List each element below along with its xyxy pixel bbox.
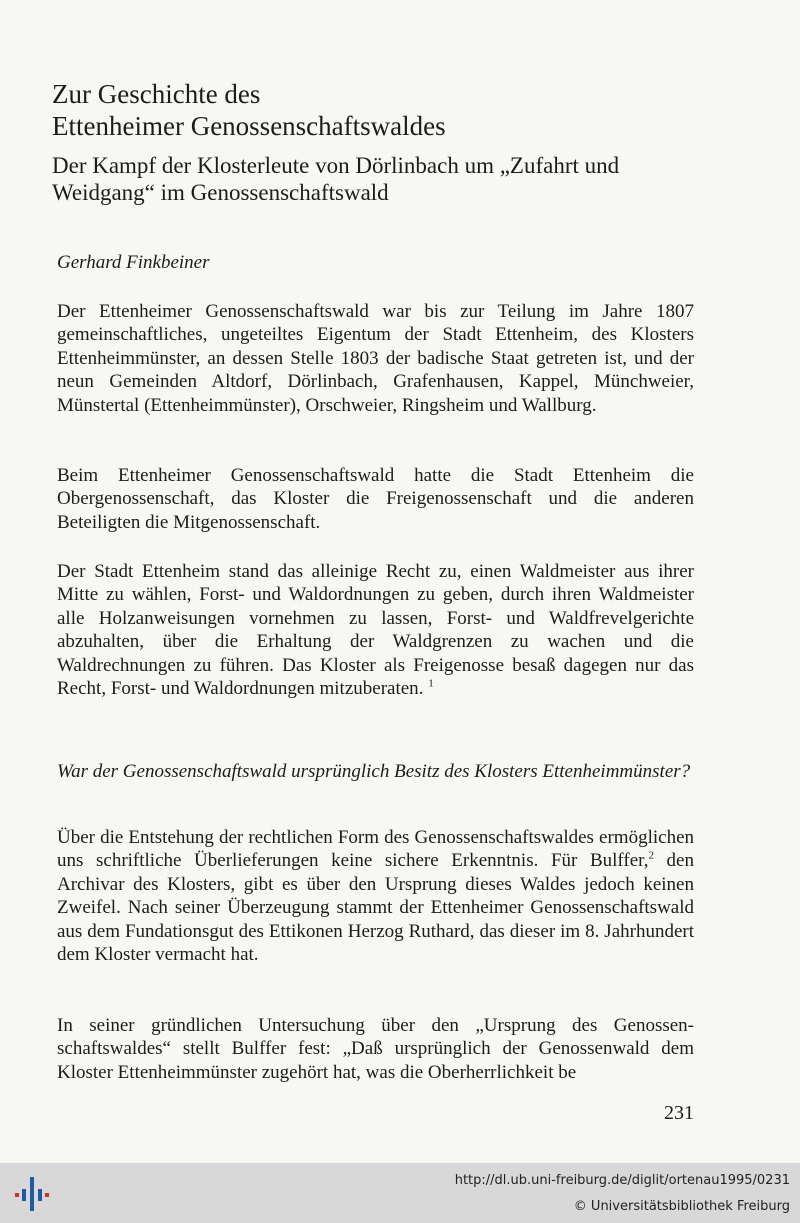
article-title-line-2: Ettenheimer Genossenschaftswaldes [52, 111, 446, 141]
viewer-footer [0, 1163, 800, 1223]
article-subtitle [52, 152, 752, 206]
permalink-url[interactable]: http://dl.ub.uni-freiburg.de/diglit/ortenau1995/0231 [454, 1173, 790, 1188]
footnote-ref-1: 1 [428, 677, 434, 690]
article-subtitle-line-2: Weidgang“ im Genossenschaftswald [52, 180, 389, 205]
article-title-line-1: Zur Geschichte des [52, 79, 261, 109]
paragraph-4-text-b: den Archivar des Klosters, gibt es über den Ursprung dieses Waldes jedoch keinen Zweifel. Nach seiner Überzeugung stammt der Ettenheimer Genossenschaftswald aus dem Fundationsgut des Ettikonen Herzog Ruthard, das dieser im 8. Jahrhundert dem Kloster vermacht hat. [57, 850, 694, 966]
paragraph-1: Der Ettenheimer Genossenschaftswald war bis zur Teilung im Jahre 1807 gemeinschaftliches, ungeteiltes Eigentum der Stadt Ettenheim, des Klosters Ettenheimmünster, an dessen Stelle 1803 der badische Staat getreten ist, und der neun Gemeinden Altdorf, Dörlinbach, Grafenhausen, Kappel, Münchweier, Münstertal (Ettenheimmünster), Orschweier, Ringsheim und Wallburg. [57, 301, 694, 416]
author-name: Gerhard Finkbeiner [57, 252, 210, 273]
copyright-notice: © Universitätsbibliothek Freiburg [573, 1199, 790, 1214]
paragraph-3 [57, 560, 694, 700]
paragraph-4-text-a: Über die Entstehung der rechtlichen Form des Genossenschaftswaldes ermöglichen uns schriftliche Überlieferungen keine sichere Erkenntnis. Für Bulffer, [57, 827, 694, 872]
paragraph-3-text: Der Stadt Ettenheim stand das alleinige Recht zu, einen Waldmeister aus ihrer Mitte zu wählen, Forst- und Waldordnungen zu geben, durch ihren Waldmeister alle Holzanweisungen vornehmen zu lassen, Forst- und Waldfrevelgerichte abzuhalten, über die Erhaltung der Waldgrenzen zu wachen und die Waldrechnungen zu führen. Das Kloster als Freigenosse besaß dagegen nur das Recht, Forst- und Waldordnungen mitzuberaten. [57, 561, 694, 700]
article-title [52, 78, 446, 142]
ub-freiburg-logo-icon [12, 1173, 52, 1213]
page-number: 231 [664, 1102, 694, 1124]
article-subtitle-line-1: Der Kampf der Klosterleute von Dörlinbach um „Zufahrt und [52, 153, 620, 178]
footnote-ref-2: 2 [648, 850, 654, 863]
paragraph-4 [57, 826, 694, 966]
paragraph-2: Beim Ettenheimer Genossenschaftswald hatte die Stadt Ettenheim die Obergenossenschaft, das Kloster die Freigenossenschaft und die anderen Beteiligten die Mitgenossenschaft. [57, 465, 694, 533]
section-heading: War der Genossenschaftswald ursprünglich Besitz des Klosters Ettenheimmünster? [57, 761, 691, 782]
paragraph-5: In seiner gründlichen Untersuchung über den „Ursprung des Genossenschaftswaldes“ stellt Bulffer fest: „Daß ursprünglich der Genossenwald dem Kloster Ettenheimmünster zugehört hat, was die Oberherrlichkeit be [57, 1015, 694, 1083]
